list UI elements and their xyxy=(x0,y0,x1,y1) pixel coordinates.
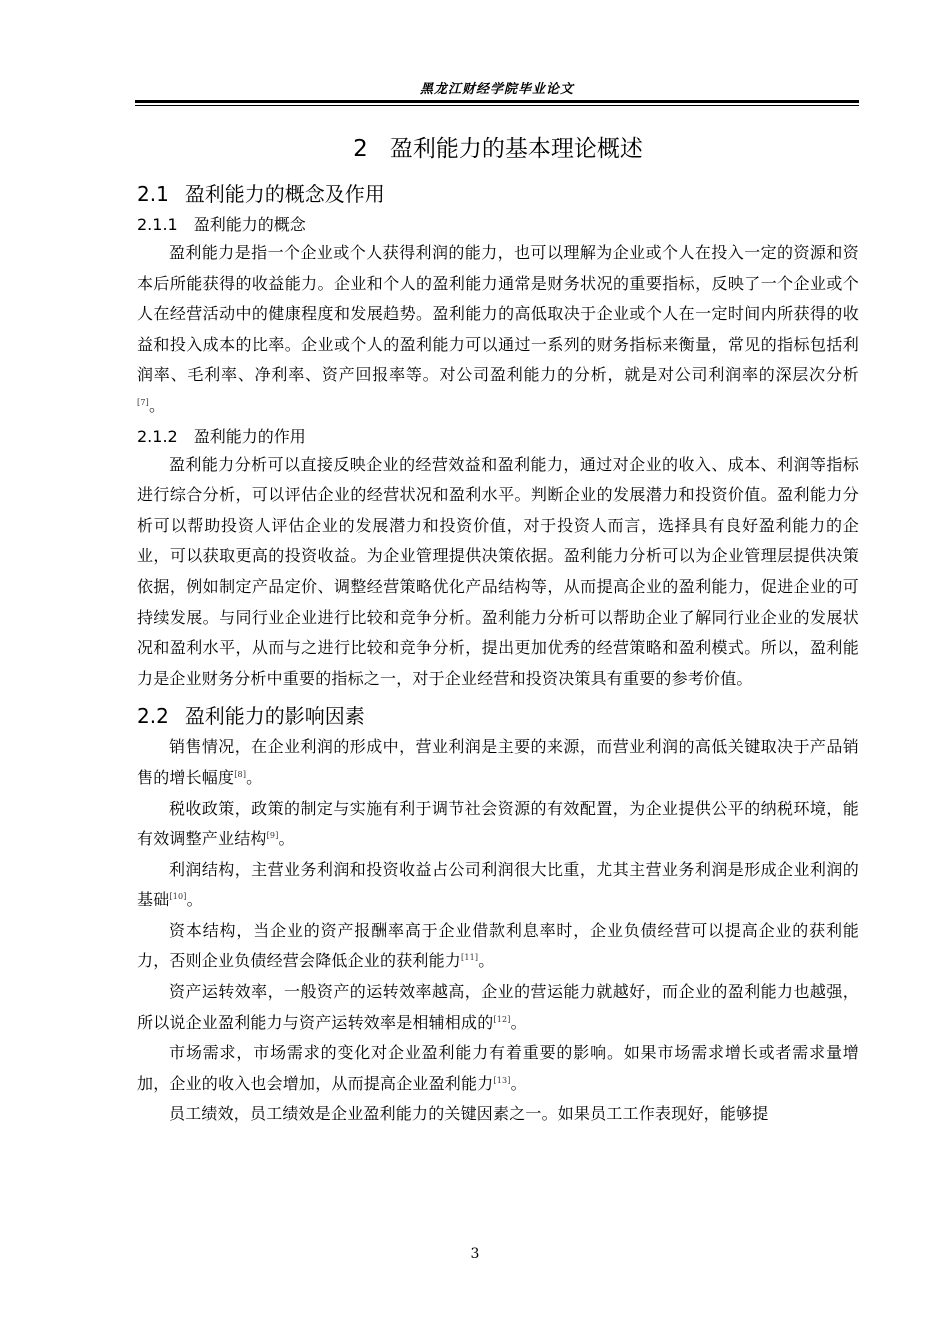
citation: [7] xyxy=(137,397,149,407)
subsection-title: 盈利能力的作用 xyxy=(193,426,306,446)
paragraph-end: 。 xyxy=(246,767,263,787)
subsection-title: 盈利能力的概念 xyxy=(193,215,306,234)
subsection-heading-2-1-2 xyxy=(137,424,859,450)
section-heading-2-1 xyxy=(137,178,859,210)
factor-paragraph xyxy=(137,1038,859,1099)
paragraph-end: 。 xyxy=(186,890,203,910)
paragraph-text: 资本结构，当企业的资产报酬率高于企业借款利息率时，企业负债经营可以提高企业的获利能力，否则企业负债经营会降低企业的获利能力 xyxy=(137,920,859,971)
paragraph-text: 员工绩效，员工绩效是企业盈利能力的关键因素之一。如果员工工作表现好，能够提 xyxy=(169,1104,769,1124)
citation: [10] xyxy=(169,892,187,902)
factor-paragraph xyxy=(137,916,859,977)
subsection-number: 2.1.2 xyxy=(137,426,178,446)
citation: [13] xyxy=(493,1075,511,1085)
paragraph-text: 盈利能力是指一个企业或个人获得利润的能力，也可以理解为企业或个人在投入一定的资源和资本后所能获得的收益能力。企业和个人的盈利能力通常是财务状况的重要指标，反映了一个企业或个人在经营活动中的健康程度和发展趋势。盈利能力的高低取决于企业或个人在一定时间内所获得的收益和投入成本的比率。企业或个人的盈利能力可以通过一系列的财务指标来衡量，常见的指标包括利润率、毛利率、净利率、资产回报率等。对公司盈利能力的分析，就是对公司利润率的深层次分析 xyxy=(137,243,859,385)
subsection-heading-2-1-1 xyxy=(137,212,859,238)
section-heading-2-2 xyxy=(137,700,859,732)
factor-paragraph xyxy=(137,977,859,1038)
citation: [11] xyxy=(461,953,479,963)
chapter-heading xyxy=(137,132,859,166)
section-number: 2.1 xyxy=(137,182,169,206)
factor-paragraph xyxy=(137,855,859,916)
paragraph-end: 。 xyxy=(510,1073,527,1093)
section-title: 盈利能力的概念及作用 xyxy=(184,182,385,206)
paragraph-2-1-2: 盈利能力分析可以直接反映企业的经营效益和盈利能力，通过对企业的收入、成本、利润等指标进行综合分析，可以评估企业的经营状况和盈利水平。判断企业的发展潜力和投资价值。盈利能力分析可以帮助投资人评估企业的发展潜力和投资价值，对于投资人而言，选择具有良好盈利能力的企业，可以获取更高的投资收益。为企业管理提供决策依据。盈利能力分析可以为企业管理层提供决策依据，例如制定产品定价、调整经营策略优化产品结构等，从而提高企业的盈利能力，促进企业的可持续发展。与同行业企业进行比较和竞争分析。盈利能力分析可以帮助企业了解同行业企业的发展状况和盈利水平，从而与之进行比较和竞争分析，提出更加优秀的经营策略和盈利模式。所以，盈利能力是企业财务分析中重要的指标之一，对于企业经营和投资决策具有重要的参考价值。 xyxy=(137,454,859,688)
citation: [8] xyxy=(234,769,247,779)
paragraph-end: 。 xyxy=(510,1012,527,1032)
chapter-title: 盈利能力的基本理论概述 xyxy=(389,136,643,162)
page-number: 3 xyxy=(470,1246,480,1262)
paragraph-text: 销售情况，在企业利润的形成中，营业利润是主要的来源，而营业利润的高低关键取决于产品销售的增长幅度 xyxy=(137,737,859,787)
subsection-number: 2.1.1 xyxy=(137,215,178,234)
factor-paragraph xyxy=(137,1099,859,1130)
header-rule-thin xyxy=(135,105,859,106)
paragraph-text: 市场需求，市场需求的变化对企业盈利能力有着重要的影响。如果市场需求增长或者需求量增加，企业的收入也会增加，从而提高企业盈利能力 xyxy=(137,1043,859,1093)
factor-paragraph xyxy=(137,732,859,793)
paragraph-text: 税收政策，政策的制定与实施有利于调节社会资源的有效配置，为企业提供公平的纳税环境，能有效调整产业结构 xyxy=(137,798,859,849)
paragraph-end: 。 xyxy=(478,951,495,971)
chapter-number: 2 xyxy=(353,136,368,162)
paragraph-end: 。 xyxy=(278,829,295,849)
paragraph-text: 利润结构，主营业务利润和投资收益占公司利润很大比重，尤其主营业务利润是形成企业利润的基础 xyxy=(137,859,859,910)
factor-paragraph xyxy=(137,794,859,855)
page-content xyxy=(137,132,859,1130)
citation: [9] xyxy=(266,831,279,841)
paragraph-end: 。 xyxy=(148,395,166,415)
paragraph-text: 资产运转效率，一般资产的运转效率越高，企业的营运能力就越好，而企业的盈利能力也越强，所以说企业盈利能力与资产运转效率是相辅相成的 xyxy=(137,982,859,1032)
citation: [12] xyxy=(493,1014,511,1024)
header-rule-thick xyxy=(135,100,859,103)
section-number: 2.2 xyxy=(137,704,169,729)
paragraph-2-1-1 xyxy=(137,238,859,422)
running-header: 黑龙江财经学院毕业论文 xyxy=(419,82,574,97)
section-title: 盈利能力的影响因素 xyxy=(184,704,365,729)
